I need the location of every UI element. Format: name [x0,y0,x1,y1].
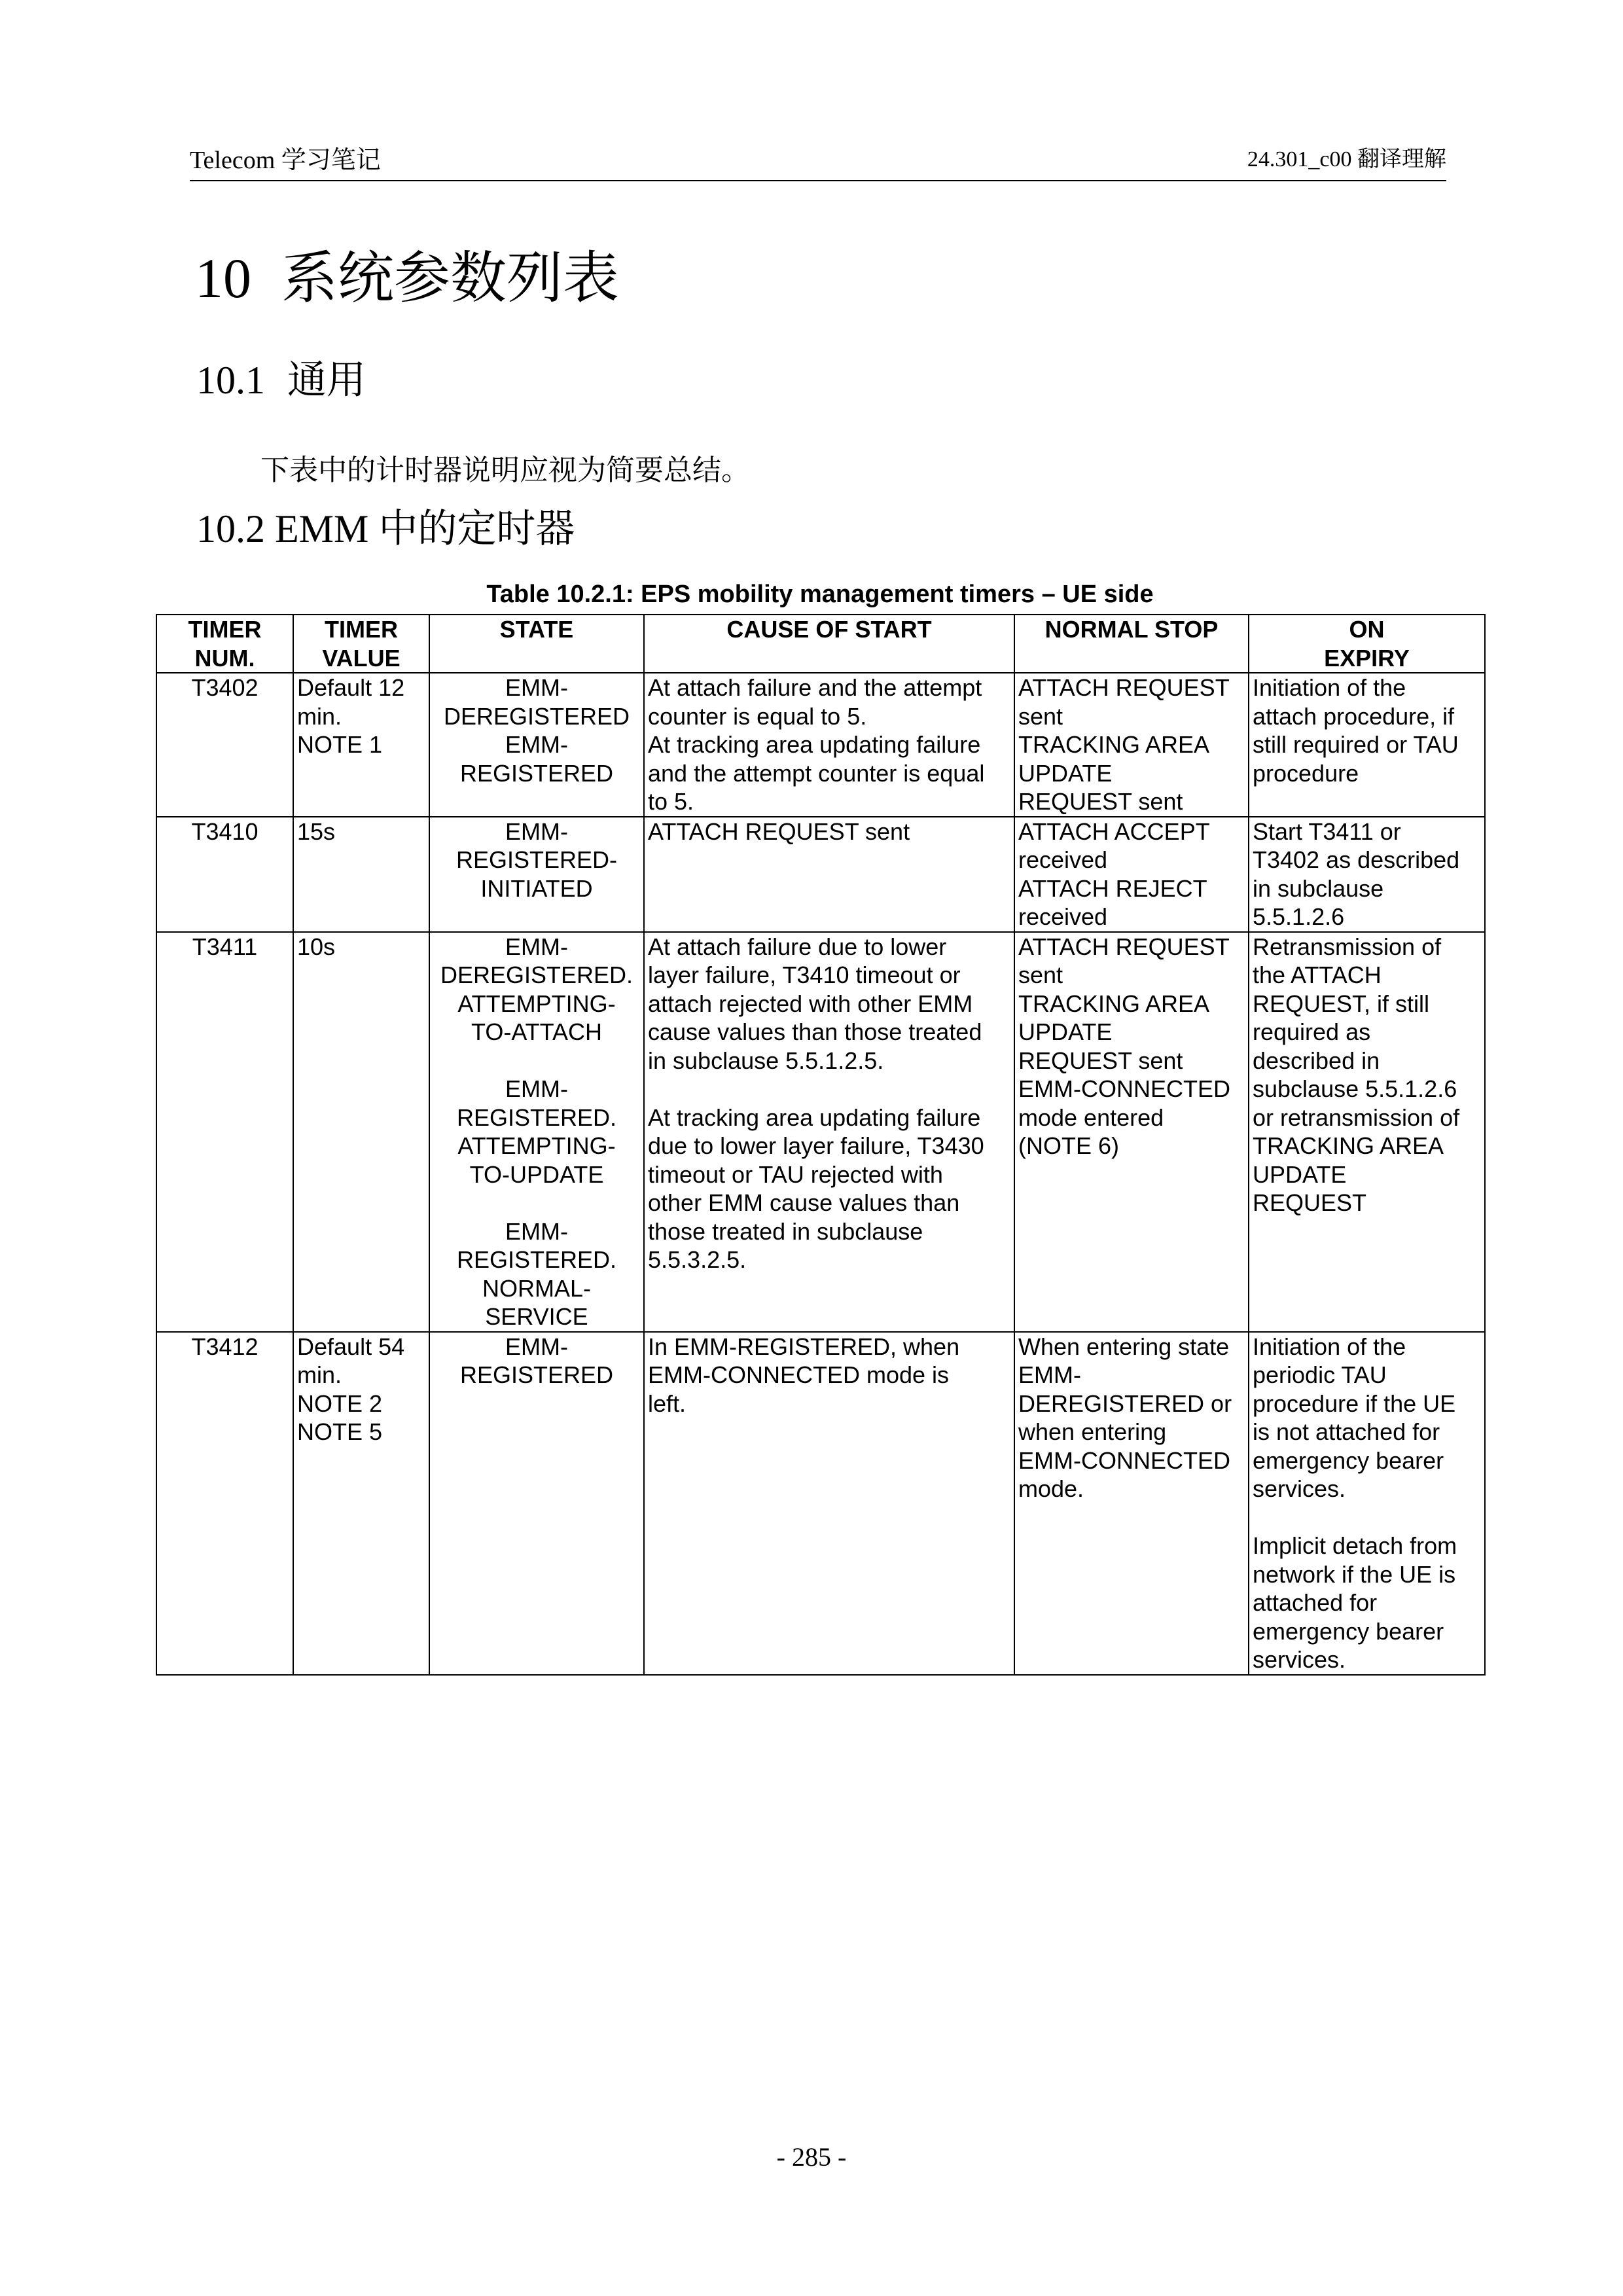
cell-line: ATTACH ACCEPT [1018,817,1210,845]
cell-value [293,932,429,1332]
cell-cause [644,817,1014,932]
cell-value [293,817,429,932]
cell-line: is not attached for [1253,1418,1440,1445]
cell-line: When entering state [1018,1333,1230,1360]
column-header-line: TIMER [188,616,262,643]
cell-line: those treated in subclause [648,1217,923,1245]
cell-line: Retransmission of [1253,933,1442,960]
cell-line: attach rejected with other EMM [648,990,973,1017]
cell-line [433,1189,640,1217]
cell-line: TRACKING AREA [1018,990,1210,1017]
cell-line: DEREGISTERED or [1018,1390,1232,1417]
cell-stop [1014,932,1249,1332]
cell-line: T3402 as described [1253,846,1460,873]
cell-line: left. [648,1390,687,1417]
cell-line: At tracking area updating failure [648,731,981,758]
cell-line [1253,1503,1481,1532]
cell-line: Implicit detach from [1253,1532,1457,1559]
section-title-general: 通用 [287,357,366,403]
cell-line: EMM- [505,731,568,758]
cell-value [293,673,429,817]
table-caption: Table 10.2.1: EPS mobility management timers – UE side [486,581,1154,608]
column-header-cause-of-start [644,615,1014,673]
cell-cause [644,932,1014,1332]
cell-line: 5.5.1.2.6 [1253,903,1345,930]
cell-line: EMM-CONNECTED [1018,1446,1230,1474]
cell-line: the ATTACH [1253,961,1382,988]
cell-state [429,673,644,817]
section-heading-emm-timers: 10.2 EMM 中的定时器 [196,507,575,550]
cell-line: attach procedure, if [1253,702,1455,730]
cell-line: NOTE 1 [297,731,383,758]
cell-line: in subclause [1253,874,1384,902]
cell-line: In EMM-REGISTERED, when [648,1333,960,1360]
cell-line: Default 12 [297,674,405,701]
cell-line: attached for [1253,1589,1378,1616]
column-header-on-expiry [1249,615,1485,673]
cell-line: UPDATE [1018,1018,1113,1045]
cell-line: services. [1253,1646,1346,1673]
cell-line: sent [1018,702,1063,730]
page-header [190,134,1446,181]
column-header-line: VALUE [322,644,401,672]
cell-line: At tracking area updating failure [648,1103,981,1131]
cell-stop [1014,817,1249,932]
cell-line: TO-ATTACH [471,1018,602,1045]
cell-line: Start T3411 or [1253,817,1401,845]
cell-line: EMM- [1018,1361,1081,1388]
column-header-line: NORMAL STOP [1044,616,1219,643]
cell-line: still required or TAU [1253,731,1459,758]
cell-line: Default 54 [297,1333,405,1360]
cell-line: Initiation of the [1253,674,1406,701]
cell-cause [644,673,1014,817]
table-header-row [156,615,1485,673]
cell-line: TRACKING AREA [1253,1132,1444,1159]
column-header-line: NUM. [194,644,255,672]
cell-line: counter is equal to 5. [648,702,867,730]
table-body [156,673,1485,1675]
cell-line: TRACKING AREA [1018,731,1210,758]
cell-line: ATTACH REQUEST [1018,933,1230,960]
cell-line: to 5. [648,788,694,815]
cell-line: emergency bearer [1253,1446,1444,1474]
cell-line: services. [1253,1475,1346,1502]
cell-line: REGISTERED. [456,1246,617,1273]
cell-num [156,932,293,1332]
table-row [156,817,1485,932]
cell-line: described in [1253,1047,1380,1074]
cell-line: EMM- [505,1217,568,1245]
cell-line: INITIATED [480,874,593,902]
cell-line: EMM-CONNECTED [1018,1075,1230,1102]
cell-line: REQUEST, if still [1253,990,1430,1017]
column-header-state [429,615,644,673]
cell-line: emergency bearer [1253,1617,1444,1645]
cell-line: DEREGISTERED. [440,961,633,988]
timers-table [156,614,1486,1676]
cell-line: and the attempt counter is equal [648,759,985,787]
cell-line: REQUEST [1253,1189,1367,1216]
cell-line: other EMM cause values than [648,1189,960,1216]
cell-line: T3402 [191,674,259,701]
cell-line: ATTACH REQUEST [1018,674,1230,701]
cell-num [156,1332,293,1675]
column-header-line: CAUSE OF START [726,616,932,643]
cell-line: T3411 [192,933,258,960]
table-row [156,673,1485,817]
chapter-heading [195,247,619,310]
cell-line: sent [1018,961,1063,988]
cell-line: UPDATE [1018,759,1113,787]
page-number: - 285 - [776,2142,847,2172]
cell-expiry [1249,1332,1485,1675]
cell-line: EMM- [505,933,568,960]
column-header-timer-num [156,615,293,673]
cell-line: TO-UPDATE [469,1160,604,1188]
column-header-line: ON [1349,616,1385,643]
cell-line: required as [1253,1018,1371,1045]
cell-line: ATTEMPTING- [457,990,616,1017]
column-header-line: TIMER [325,616,398,643]
cell-line: Initiation of the [1253,1333,1406,1360]
cell-num [156,673,293,817]
cell-line: cause values than those treated [648,1018,982,1045]
cell-stop [1014,1332,1249,1675]
cell-line: network if the UE is [1253,1560,1456,1588]
cell-expiry [1249,817,1485,932]
chapter-number: 10 [195,247,251,310]
cell-line: UPDATE [1253,1160,1347,1188]
cell-line: procedure [1253,759,1359,787]
cell-cause [644,1332,1014,1675]
section-heading-general [196,359,366,402]
cell-line: 10s [297,933,336,960]
cell-line: ATTEMPTING- [457,1132,616,1159]
cell-expiry [1249,673,1485,817]
table-row [156,932,1485,1332]
column-header-line: STATE [499,616,574,643]
cell-line: ATTACH REJECT [1018,874,1207,902]
cell-line: EMM- [505,1333,568,1360]
column-header-normal-stop [1014,615,1249,673]
cell-line: timeout or TAU rejected with [648,1160,943,1188]
cell-value [293,1332,429,1675]
cell-state [429,932,644,1332]
cell-line: At attach failure and the attempt [648,674,982,701]
section-number-general: 10.1 [196,359,265,402]
cell-line: in subclause 5.5.1.2.5. [648,1047,884,1074]
cell-expiry [1249,932,1485,1332]
cell-line: NOTE 5 [297,1418,383,1445]
table-row [156,1332,1485,1675]
cell-line [648,1075,1010,1103]
header-right-text: 24.301_c00 翻译理解 [1247,147,1446,171]
cell-line: EMM-CONNECTED mode is [648,1361,950,1388]
cell-line: REQUEST sent [1018,788,1183,815]
column-header-line: EXPIRY [1324,644,1410,672]
section-paragraph: 下表中的计时器说明应视为简要总结。 [260,454,750,487]
cell-line: mode entered [1018,1103,1164,1131]
cell-line: SERVICE [485,1303,588,1330]
cell-line [433,1047,640,1075]
cell-line: received [1018,846,1108,873]
cell-line: when entering [1018,1418,1167,1445]
cell-line: T3412 [191,1333,259,1360]
cell-line: layer failure, T3410 timeout or [648,961,961,988]
cell-line: ATTACH REQUEST sent [648,817,910,845]
cell-line: NORMAL- [482,1274,591,1302]
cell-line: received [1018,903,1108,930]
cell-line: At attach failure due to lower [648,933,947,960]
cell-line: periodic TAU [1253,1361,1387,1388]
cell-line: 5.5.3.2.5. [648,1246,747,1273]
cell-state [429,1332,644,1675]
cell-stop [1014,673,1249,817]
cell-line: DEREGISTERED [443,702,630,730]
cell-line: (NOTE 6) [1018,1132,1120,1159]
cell-state [429,817,644,932]
cell-line: EMM- [505,817,568,845]
cell-line: REQUEST sent [1018,1047,1183,1074]
cell-line: or retransmission of [1253,1103,1460,1131]
cell-num [156,817,293,932]
chapter-title: 系统参数列表 [281,245,619,311]
cell-line: 15s [297,817,336,845]
cell-line: REGISTERED [459,759,614,787]
cell-line: min. [297,1361,342,1388]
cell-line: min. [297,702,342,730]
cell-line: subclause 5.5.1.2.6 [1253,1075,1457,1102]
header-left-text: Telecom 学习笔记 [190,147,381,174]
cell-line: REGISTERED. [456,1103,617,1131]
cell-line: due to lower layer failure, T3430 [648,1132,984,1159]
column-header-timer-value [293,615,429,673]
cell-line: procedure if the UE [1253,1390,1456,1417]
cell-line: EMM- [505,674,568,701]
cell-line: REGISTERED [459,1361,614,1388]
cell-line: T3410 [191,817,259,845]
cell-line: mode. [1018,1475,1084,1502]
cell-line: REGISTERED- [455,846,618,873]
cell-line: NOTE 2 [297,1390,383,1417]
cell-line: EMM- [505,1075,568,1102]
